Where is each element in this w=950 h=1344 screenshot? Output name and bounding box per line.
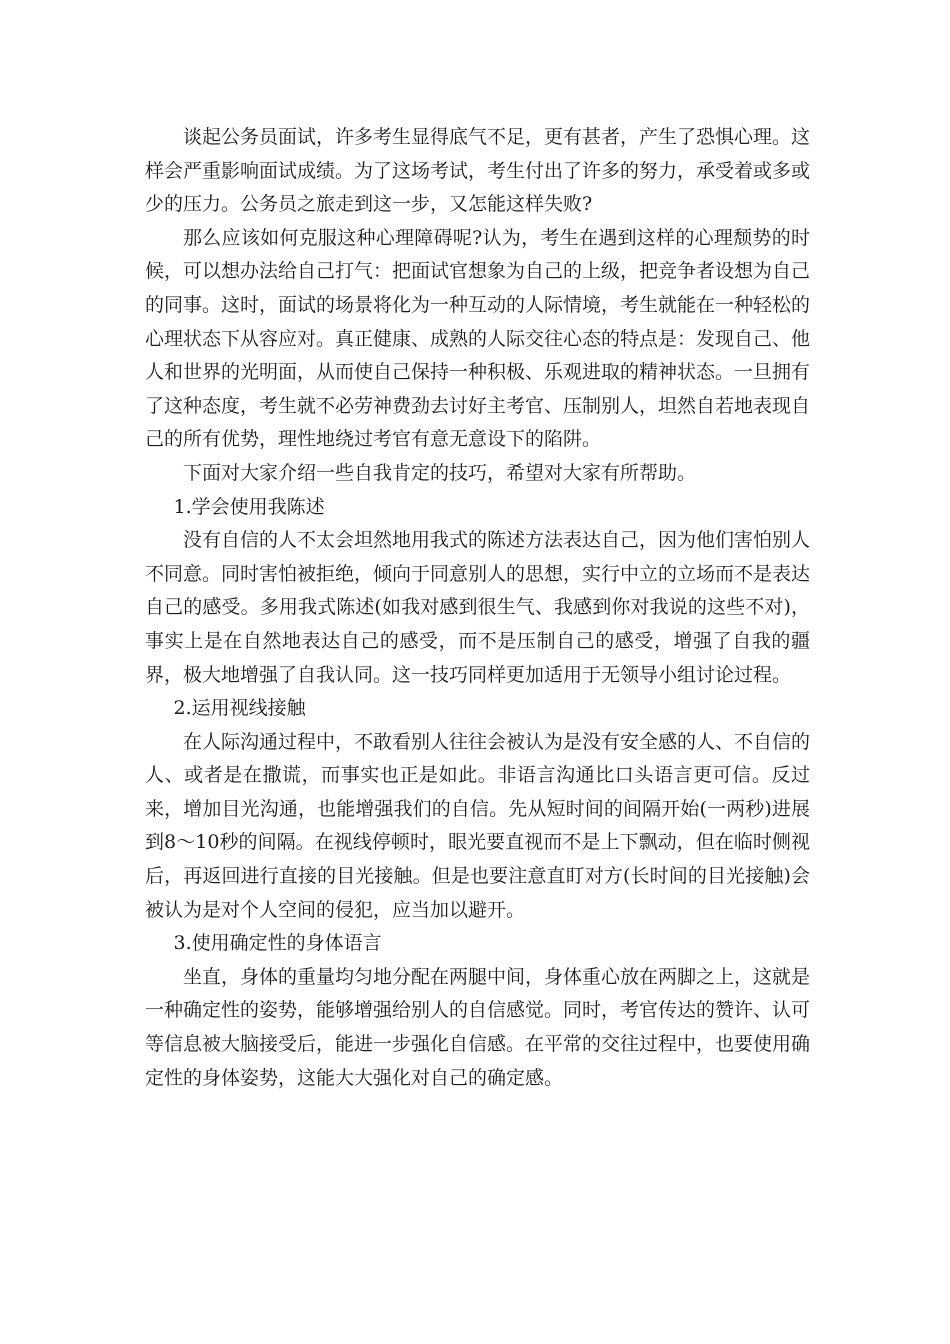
section-body-3: 坐直，身体的重量均匀地分配在两腿中间，身体重心放在两脚之上，这就是一种确定性的姿势，能够增强给别人的自信感觉。同时，考官传达的赞许、认可等信息被大脑接受后，能进一步强化自信感。在平常的交往过程中，也要使用确定性的身体姿势，这能大大强化对自己的确定感。 <box>145 965 811 1089</box>
intro-paragraph-3: 下面对大家介绍一些自我肯定的技巧，希望对大家有所帮助。 <box>183 461 697 484</box>
document-body <box>145 121 810 1095</box>
section-heading-1: 1.学会使用我陈述 <box>173 495 325 518</box>
section-body-2: 在人际沟通过程中，不敢看别人往往会被认为是没有安全感的人、不自信的人、或者是在撒谎，而事实也正是如此。非语言沟通比口头语言更可信。反过来，增加目光沟通，也能增强我们的自信。先从短时间的间隔开始(一两秒)进展到8～10秒的间隔。在视线停顿时，眼光要直视而不是上下飘动，但在临时侧视后，再返回进行直接的目光接触。但是也要注意直盯对方(长时间的目光接触)会被认为是对个人空间的侵犯，应当加以避开。 <box>145 730 811 921</box>
section-heading-2: 2.运用视线接触 <box>173 697 306 720</box>
intro-paragraph-2: 那么应该如何克服这种心理障碍呢?认为，考生在遇到这样的心理颓势的时候，可以想办法给自己打气：把面试官想象为自己的上级，把竞争者设想为自己的同事。这时，面试的场景将化为一种互动的人际情境，考生就能在一种轻松的心理状态下从容应对。真正健康、成熟的人际交往心态的特点是：发现自己、他人和世界的光明面，从而使自己保持一种积极、乐观进取的精神状态。一旦拥有了这种态度，考生就不必劳神费劲去讨好主考官、压制别人，坦然自若地表现自己的所有优势，理性地绕过考官有意无意设下的陷阱。 <box>145 226 811 451</box>
section-heading-3: 3.使用确定性的身体语言 <box>173 932 382 955</box>
section-body-1: 没有自信的人不太会坦然地用我式的陈述方法表达自己，因为他们害怕别人不同意。同时害怕被拒绝，倾向于同意别人的思想，实行中立的立场而不是表达自己的感受。多用我式陈述(如我对感到很生气、我感到你对我说的这些不对)，事实上是在自然地表达自己的感受，而不是压制自己的感受，增强了自我的疆界，极大地增强了自我认同。这一技巧同样更加适用于无领导小组讨论过程。 <box>145 529 811 686</box>
intro-paragraph-1: 谈起公务员面试，许多考生显得底气不足，更有甚者，产生了恐惧心理。这样会严重影响面试成绩。为了这场考试，考生付出了许多的努力，承受着或多或少的压力。公务员之旅走到这一步，又怎能这样失败? <box>145 126 811 216</box>
